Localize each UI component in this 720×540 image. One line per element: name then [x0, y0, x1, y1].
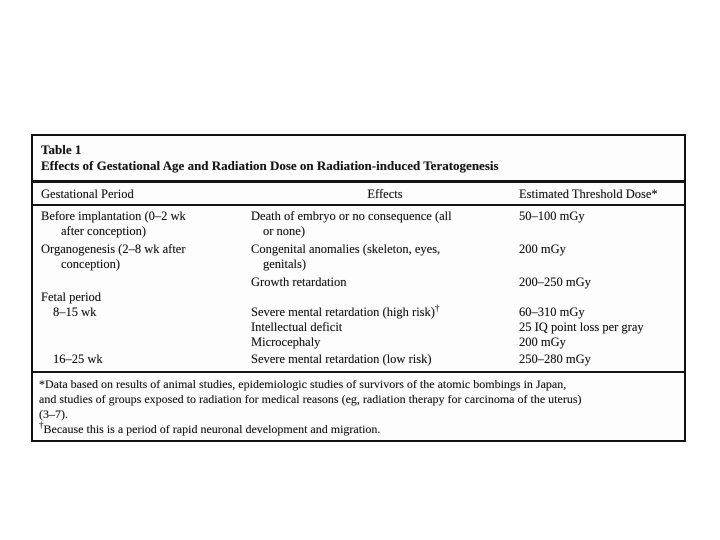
table-header — [33, 136, 684, 183]
table-row-intellectual-deficit — [33, 320, 684, 335]
table-row-organogenesis — [33, 242, 684, 272]
table-title: Effects of Gestational Age and Radiation Dose on Radiation-induced Teratogenesis — [41, 158, 499, 173]
effects-cell — [251, 275, 519, 290]
footnote-text: *Data based on results of animal studies, epidemiologic studies of survivors of the atomic bombings in Japan, — [39, 377, 567, 391]
footnote-line — [39, 377, 678, 392]
effect-line: Growth retardation — [251, 275, 347, 289]
footnote-line — [39, 407, 678, 422]
dose-cell: 200–250 mGy — [519, 275, 591, 289]
effect-line: Severe mental retardation (low risk) — [251, 352, 432, 366]
table-row-16-25-wk — [33, 352, 684, 367]
column-header-gestational-period: Gestational Period — [41, 187, 134, 201]
effect-text: Severe mental retardation (high risk) — [251, 305, 435, 319]
gestational-period-cell — [33, 352, 251, 367]
effects-cell — [251, 352, 519, 367]
period-line-continued: after conception) — [61, 224, 147, 238]
effects-cell — [251, 242, 519, 272]
dose-cell: 50–100 mGy — [519, 209, 585, 223]
period-line: 16–25 wk — [53, 352, 103, 366]
dose-cell — [519, 290, 684, 305]
effect-line-continued: genitals) — [263, 257, 307, 271]
footnote-text: Because this is a period of rapid neuronal development and migration. — [43, 422, 381, 436]
table-label: Table 1 — [41, 142, 82, 157]
footnote-line-dagger — [39, 422, 678, 437]
effect-line: Congenital anomalies (skeleton, eyes, — [251, 242, 441, 256]
gestational-period-cell — [33, 290, 251, 305]
gestational-period-cell — [33, 305, 251, 320]
radiology-teratogenesis-table — [31, 134, 686, 442]
column-header-effects: Effects — [367, 187, 403, 201]
gestational-period-cell — [33, 275, 251, 290]
effects-cell — [251, 335, 519, 350]
effects-cell — [251, 320, 519, 335]
period-line: Organogenesis (2–8 wk after — [41, 242, 186, 256]
dose-cell: 200 mGy — [519, 335, 566, 349]
gestational-period-cell — [33, 335, 251, 350]
gestational-period-cell — [33, 209, 251, 239]
effects-cell — [251, 209, 519, 239]
table-row-fetal-period-label — [33, 290, 684, 305]
effects-cell — [251, 302, 519, 320]
effect-line: Death of embryo or no consequence (all — [251, 209, 452, 223]
gestational-period-cell — [33, 320, 251, 335]
period-line: 8–15 wk — [53, 305, 97, 319]
dagger-footnote-marker: † — [39, 420, 44, 430]
table-footnotes — [33, 371, 684, 437]
period-line: Before implantation (0–2 wk — [41, 209, 186, 223]
footnote-text: (3–7). — [39, 407, 68, 421]
column-header-row — [33, 183, 684, 206]
effects-cell — [251, 290, 519, 305]
table-row-before-implantation — [33, 209, 684, 239]
footnote-text: and studies of groups exposed to radiation for medical reasons (eg, radiation therapy for carcinoma of the uterus) — [39, 392, 582, 406]
gestational-period-cell — [33, 242, 251, 272]
dose-cell: 60–310 mGy — [519, 305, 585, 319]
table-row-growth-retardation — [33, 275, 684, 290]
period-group-label: Fetal period — [41, 290, 102, 304]
dagger-footnote-marker: † — [434, 302, 440, 313]
effect-line: Intellectual deficit — [251, 320, 343, 334]
column-header-threshold-dose: Estimated Threshold Dose* — [519, 187, 658, 201]
dose-cell: 200 mGy — [519, 242, 566, 256]
effect-line: Microcephaly — [251, 335, 321, 349]
footnote-line — [39, 392, 678, 407]
effect-line-continued: or none) — [263, 224, 305, 238]
dose-cell: 250–280 mGy — [519, 352, 591, 366]
table-row-8-15-wk — [33, 302, 684, 320]
period-line-continued: conception) — [61, 257, 121, 271]
dose-cell: 25 IQ point loss per gray — [519, 320, 644, 334]
table-row-microcephaly — [33, 335, 684, 350]
table-body — [33, 206, 684, 367]
effect-line — [251, 302, 519, 320]
